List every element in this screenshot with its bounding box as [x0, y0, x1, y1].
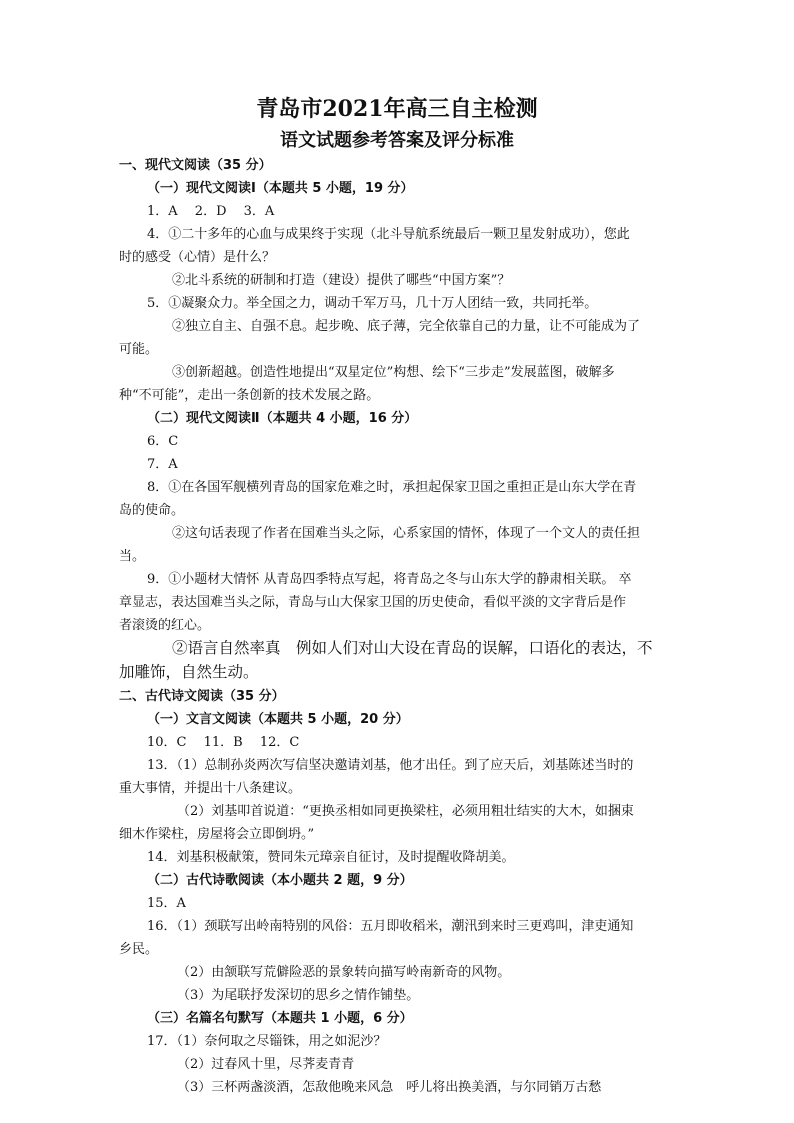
answer-line: 13．（1）总制孙炎两次写信坚决邀请刘基，他才出任。到了应天后，刘基陈述当时的 — [147, 758, 634, 773]
answer-line: 当。 — [119, 549, 146, 564]
answer-line: （3）为尾联抒发深切的思乡之情作铺垫。 — [177, 988, 420, 1003]
answer-line: （3）三杯两盏淡酒，怎敌他晚来风急 呼儿将出换美酒，与尔同销万古愁 — [177, 1080, 602, 1095]
subsection-heading: （二）现代文阅读Ⅱ（本题共 4 小题，16 分） — [147, 411, 418, 426]
subsection-heading: （三）名篇名句默写（本题共 1 小题，6 分） — [147, 1011, 413, 1026]
answer-line: 时的感受（心情）是什么？ — [119, 250, 276, 265]
answer-line: 9．①小题材大情怀 从青岛四季特点写起，将青岛之冬与山东大学的静肃相关联。 卒 — [147, 572, 632, 587]
subsection-heading: （一）现代文阅读Ⅰ（本题共 5 小题，19 分） — [147, 181, 414, 196]
answer-line: ③创新超越。创造性地提出“双星定位”构想、绘下“三步走”发展蓝图，破解多 — [172, 365, 615, 380]
section-heading: 二、古代诗文阅读（35 分） — [119, 689, 285, 704]
subsection-heading: （二）古代诗歌阅读（本小题共 2 题，9 分） — [147, 873, 413, 888]
answer-line: 16．（1）颈联写出岭南特别的风俗：五月即收稻米，潮汛到来时三更鸡叫，津吏通知 — [147, 919, 634, 934]
document-title: 青岛市2021年高三自主检测 — [256, 96, 538, 122]
answer-line: 加雕饰，自然生动。 — [119, 663, 259, 681]
answer-line: 1．A 2．D 3．A — [147, 204, 275, 219]
answer-line: 10．C 11．B 12．C — [147, 735, 300, 750]
answer-line: 17．（1）奈何取之尽锱铢，用之如泥沙？ — [147, 1034, 387, 1049]
answer-line: 章显志，表达国难当头之际，青岛与山大保家卫国的历史使命，看似平淡的文字背后是作 — [119, 595, 627, 610]
section-heading: 一、现代文阅读（35 分） — [119, 158, 272, 173]
answer-line: 7．A — [147, 457, 178, 472]
answer-line: 5．①凝聚众力。举全国之力，调动千军万马，几十万人团结一致，共同托举。 — [147, 296, 598, 311]
answer-line: 种“不可能”，走出一条创新的技术发展之路。 — [119, 388, 380, 403]
answer-line: 乡民。 — [119, 942, 159, 957]
answer-line: ②北斗系统的研制和打造（建设）提供了哪些“中国方案”？ — [172, 273, 511, 288]
answer-line: 可能。 — [119, 342, 159, 357]
answer-line: （2）过春风十里，尽荠麦青青 — [177, 1057, 355, 1072]
answer-line: 8．①在各国军舰横列青岛的国家危难之时，承担起保家卫国之重担正是山东大学在青 — [147, 480, 637, 495]
answer-line: （2）由颔联写荒僻险恶的景象转向描写岭南新奇的风物。 — [177, 965, 511, 980]
answer-line: 6．C — [147, 434, 179, 449]
answer-line: 者滚烫的红心。 — [119, 618, 211, 633]
answer-line: 细木作梁柱，房屋将会立即倒坍。” — [119, 827, 315, 842]
subsection-heading: （一）文言文阅读（本题共 5 小题，20 分） — [147, 712, 409, 727]
answer-line: 重大事情，并提出十八条建议。 — [119, 781, 302, 796]
answer-line: ②独立自主、自强不息。起步晚、底子薄，完全依靠自己的力量，让不可能成为了 — [172, 319, 641, 334]
answer-line: 14．刘基积极献策，赞同朱元璋亲自征讨，及时提醒收降胡美。 — [147, 850, 515, 865]
answer-line: 15．A — [147, 896, 186, 911]
document-subtitle: 语文试题参考答案及评分标准 — [280, 130, 514, 151]
answer-line: 4．①二十多年的心血与成果终于实现（北斗导航系统最后一颗卫星发射成功），您此 — [147, 227, 630, 242]
answer-line: ②这句话表现了作者在国难当头之际，心系家国的情怀，体现了一个文人的责任担 — [172, 526, 641, 541]
answer-line: （2）刘基叩首说道：“更换丞相如同更换梁柱，必须用粗壮结实的大木，如捆束 — [177, 804, 634, 819]
answer-line: 岛的使命。 — [119, 503, 185, 518]
answer-line: ②语言自然率真 例如人们对山大设在青岛的误解，口语化的表达，不 — [172, 639, 653, 657]
